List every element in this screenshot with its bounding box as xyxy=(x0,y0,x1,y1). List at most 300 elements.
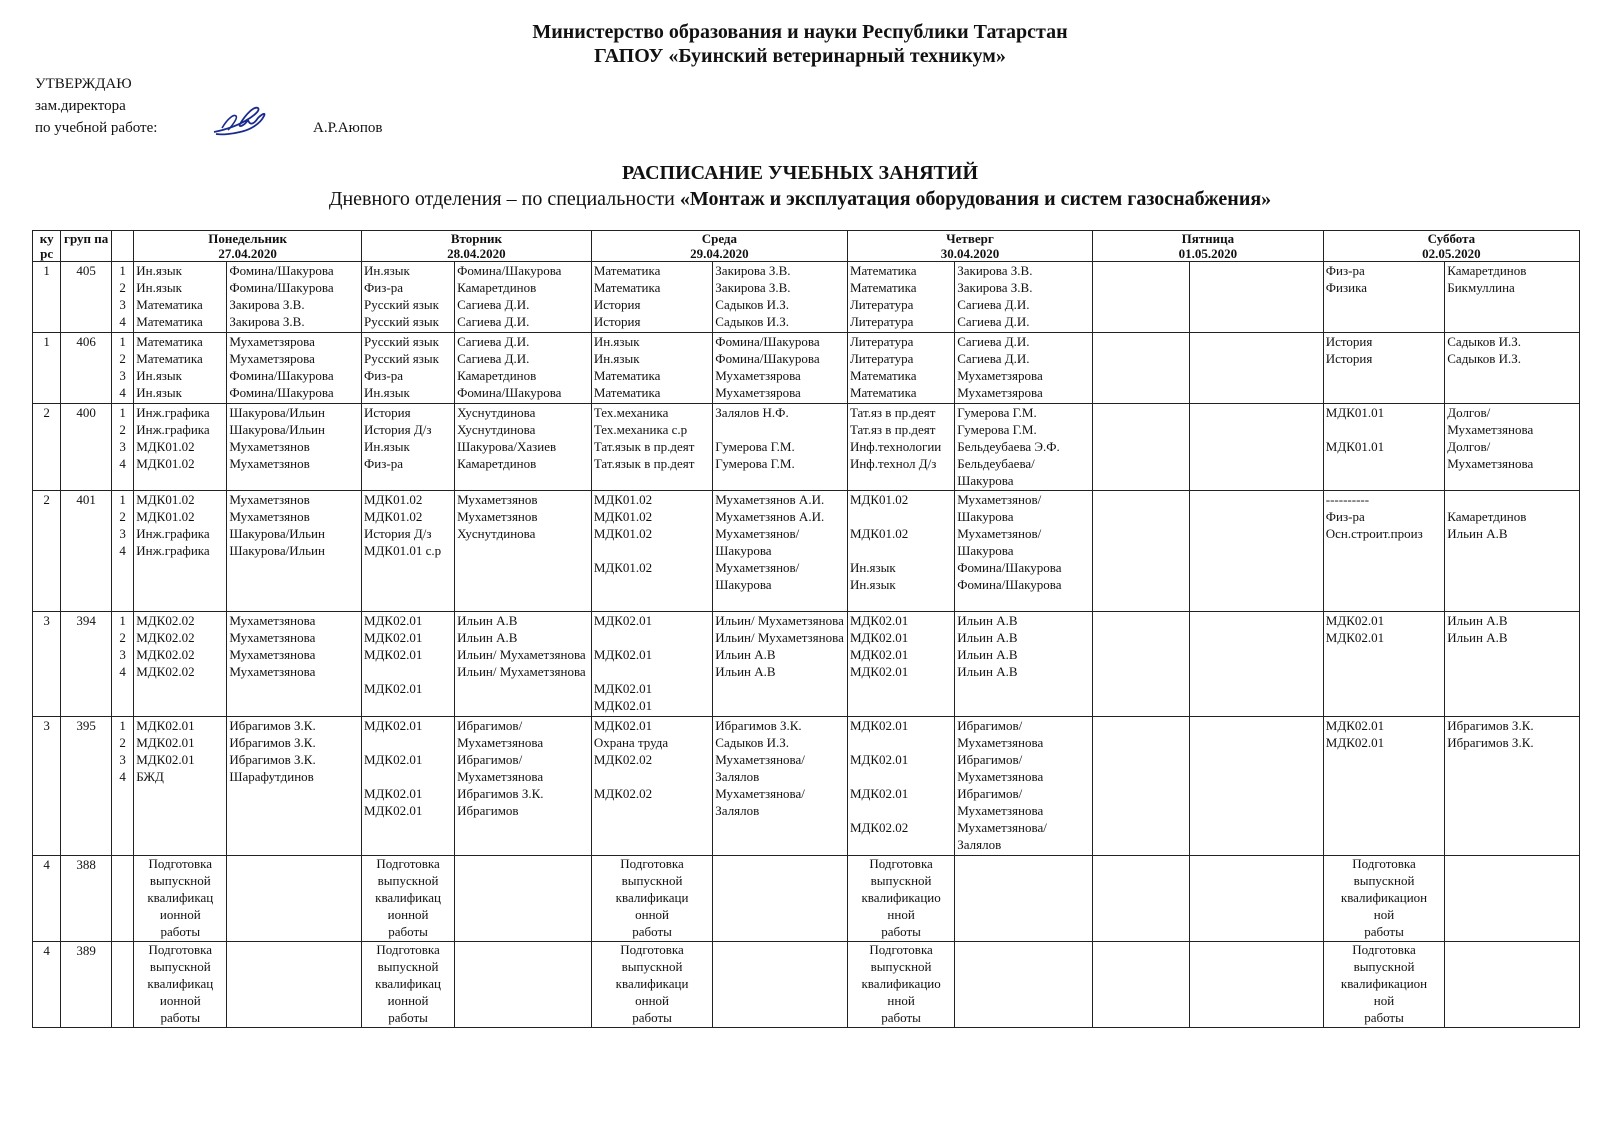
subject-cell xyxy=(362,717,455,856)
cell-line: Гумерова Г.М. xyxy=(957,422,1037,437)
cell-line: МДК02.01 xyxy=(364,786,423,801)
cell-line: Мухаметзянова xyxy=(229,647,316,662)
cell-line: Камаретдинов xyxy=(457,456,537,471)
cell-line: История Д/з xyxy=(364,422,432,437)
table-row xyxy=(33,262,1580,333)
teacher-cell xyxy=(955,612,1093,717)
lesson-num-cell xyxy=(111,333,133,404)
cell-line: МДК01.02 xyxy=(136,456,195,471)
col-lesson-num xyxy=(111,231,133,262)
subject-cell xyxy=(362,262,455,333)
cell-line: Садыков И.З. xyxy=(715,314,790,329)
cell-line: Математика xyxy=(136,351,203,366)
teacher-cell xyxy=(227,333,362,404)
cell-line: Сагиева Д.И. xyxy=(957,314,1030,329)
subject-cell xyxy=(134,942,227,1028)
approver-position-2: по учебной работе: xyxy=(35,120,158,136)
cell-line: выпускной xyxy=(870,959,932,974)
cell-line: Ильин/ Мухаметзянова xyxy=(457,664,586,679)
cell-line: Ин.язык xyxy=(593,351,640,366)
teacher-cell xyxy=(1445,333,1580,404)
cell-line: работы xyxy=(632,1010,672,1025)
day-header: Пятница 01.05.2020 xyxy=(1092,231,1323,262)
cell-line: Фомина/Шакурова xyxy=(957,560,1062,575)
cell-line: Тат.яз в пр.деят xyxy=(849,405,936,420)
cell-line: Мухаметзярова xyxy=(229,351,315,366)
course-cell: 3 xyxy=(33,717,61,856)
document-header xyxy=(0,20,1600,68)
cell-line: Ильин А.В xyxy=(1447,526,1508,541)
schedule-table xyxy=(32,230,1580,1028)
cell-line: Подготовка xyxy=(1352,856,1416,871)
teacher-cell xyxy=(713,333,848,404)
cell-line: МДК02.01 xyxy=(364,647,423,662)
cell-line: 2 xyxy=(119,735,126,750)
cell-line xyxy=(594,629,710,646)
cell-line: Камаретдинов xyxy=(1447,263,1527,278)
teacher-cell xyxy=(1445,262,1580,333)
teacher-cell xyxy=(227,491,362,612)
cell-line: Долгов/ Мухаметзянова xyxy=(1447,439,1534,471)
teacher-cell xyxy=(713,942,848,1028)
cell-line xyxy=(850,542,952,559)
cell-line: работы xyxy=(388,924,428,939)
cell-line: История Д/з xyxy=(364,526,432,541)
cell-line: МДК02.01 xyxy=(364,681,423,696)
cell-line: Хуснутдинова xyxy=(457,405,536,420)
cell-line: Подготовка xyxy=(620,856,684,871)
cell-line: Фомина/Шакурова xyxy=(229,263,334,278)
cell-line: 2 xyxy=(119,280,126,295)
subject-cell xyxy=(1092,942,1189,1028)
cell-line: МДК02.01 xyxy=(849,718,909,733)
cell-line: Тех.механика xyxy=(593,405,669,420)
cell-line: Мухаметзянов/ Шакурова xyxy=(957,526,1042,558)
lesson-num-cell xyxy=(111,942,133,1028)
cell-line: Шакурова/Ильин xyxy=(229,422,325,437)
cell-line: ной xyxy=(1373,993,1395,1008)
cell-line: МДК02.01 xyxy=(364,718,423,733)
teacher-cell xyxy=(713,612,848,717)
cell-line: Подготовка xyxy=(1352,942,1416,957)
cell-line: квалификацио xyxy=(861,890,941,905)
cell-line: ионной xyxy=(159,993,201,1008)
cell-line: Математика xyxy=(593,368,661,383)
cell-line: Физика xyxy=(1325,280,1367,295)
cell-line: Ильин А.В xyxy=(957,647,1018,662)
cell-line: Математика xyxy=(593,385,661,400)
cell-line: 4 xyxy=(119,543,126,558)
cell-line: Сагиева Д.И. xyxy=(957,351,1030,366)
cell-line: Ильин А.В xyxy=(457,630,518,645)
cell-line: МДК02.01 xyxy=(364,803,423,818)
cell-line: Ильин/ Мухаметзянова xyxy=(715,613,844,628)
subject-cell xyxy=(1092,856,1189,942)
subject-cell xyxy=(134,404,227,491)
cell-line: выпускной xyxy=(149,959,211,974)
subject-cell xyxy=(847,262,954,333)
cell-line: Камаретдинов xyxy=(457,368,537,383)
teacher-cell xyxy=(455,333,592,404)
cell-line: Подготовка xyxy=(148,856,213,871)
teacher-cell xyxy=(713,717,848,856)
subject-cell xyxy=(1092,612,1189,717)
cell-line: История xyxy=(1325,334,1373,349)
subject-cell xyxy=(1092,333,1189,404)
cell-line: Садыков И.З. xyxy=(1447,334,1521,349)
cell-line xyxy=(715,421,845,438)
teacher-cell xyxy=(713,491,848,612)
cell-line: Мухаметзянов xyxy=(229,439,310,454)
subject-cell xyxy=(591,262,712,333)
table-row xyxy=(33,717,1580,856)
cell-line: 3 xyxy=(119,439,126,454)
course-cell: 1 xyxy=(33,262,61,333)
teacher-cell xyxy=(955,856,1093,942)
cell-line: Подготовка xyxy=(620,942,684,957)
subject-cell xyxy=(362,404,455,491)
cell-line: работы xyxy=(881,1010,921,1025)
subject-cell xyxy=(134,856,227,942)
cell-line: Тат.язык в пр.деят xyxy=(593,456,695,471)
cell-line: Математика xyxy=(136,297,203,312)
cell-line: История xyxy=(1325,351,1373,366)
cell-line: Литература xyxy=(849,351,914,366)
cell-line: Закирова З.В. xyxy=(715,263,791,278)
cell-line: Закирова З.В. xyxy=(957,280,1033,295)
cell-line: Ильин А.В xyxy=(1447,630,1508,645)
cell-line: МДК01.02 xyxy=(593,560,653,575)
cell-line: Литература xyxy=(849,297,914,312)
subtitle-specialty: «Монтаж и эксплуатация оборудования и систем газоснабжения» xyxy=(679,188,1272,210)
cell-line: Бикмуллина xyxy=(1447,280,1515,295)
cell-line: выпускной xyxy=(377,873,439,888)
cell-line: выпускной xyxy=(149,873,211,888)
cell-line: МДК01.02 xyxy=(593,509,653,524)
cell-line: работы xyxy=(1364,1010,1404,1025)
cell-line: МДК02.01 xyxy=(849,630,909,645)
cell-line: Тех.механика с.р xyxy=(593,422,688,437)
subject-cell xyxy=(847,942,954,1028)
teacher-cell xyxy=(1445,491,1580,612)
cell-line: Садыков И.З. xyxy=(1447,351,1521,366)
col-group: груп па xyxy=(61,231,112,262)
subject-cell xyxy=(362,333,455,404)
teacher-cell xyxy=(1445,404,1580,491)
cell-line: МДК02.01 xyxy=(849,647,909,662)
subject-cell xyxy=(1092,262,1189,333)
group-cell: 401 xyxy=(61,491,112,612)
lesson-num-cell xyxy=(111,612,133,717)
cell-line: Камаретдинов xyxy=(1447,509,1527,524)
cell-line: Закирова З.В. xyxy=(229,297,305,312)
cell-line xyxy=(850,734,952,751)
cell-line: квалификацион xyxy=(1340,890,1428,905)
cell-line: работы xyxy=(1364,924,1404,939)
subject-cell xyxy=(1323,856,1444,942)
cell-line: МДК01.01 xyxy=(1325,405,1385,420)
table-row xyxy=(33,404,1580,491)
cell-line: квалификац xyxy=(375,890,441,905)
approve-label: УТВЕРЖДАЮ xyxy=(35,76,132,92)
cell-line: Гумерова Г.М. xyxy=(715,456,795,471)
teacher-cell xyxy=(1190,404,1324,491)
teacher-cell xyxy=(1190,717,1324,856)
subject-cell xyxy=(1323,717,1444,856)
cell-line: МДК01.02 xyxy=(849,526,909,541)
day-header: Понедельник 27.04.2020 xyxy=(134,231,362,262)
course-cell: 3 xyxy=(33,612,61,717)
cell-line: Ибрагимов/ Мухаметзянова xyxy=(457,752,544,784)
subject-cell xyxy=(1323,333,1444,404)
cell-line: нной xyxy=(887,993,915,1008)
teacher-cell xyxy=(955,404,1093,491)
cell-line: Математика xyxy=(849,280,917,295)
subject-cell xyxy=(591,942,712,1028)
course-cell: 1 xyxy=(33,333,61,404)
cell-line: МДК02.01 xyxy=(849,752,909,767)
cell-line: онной xyxy=(635,907,669,922)
cell-line: Ибрагимов З.К. xyxy=(1447,735,1534,750)
subtitle-prefix: Дневного отделения – по специальности xyxy=(328,188,675,210)
cell-line: 4 xyxy=(119,456,126,471)
cell-line: Ин.язык xyxy=(136,385,182,400)
cell-line: Подготовка xyxy=(376,942,440,957)
subject-cell xyxy=(847,333,954,404)
cell-line: Садыков И.З. xyxy=(715,735,790,750)
teacher-cell xyxy=(1445,612,1580,717)
cell-line: МДК02.01 xyxy=(593,681,653,696)
course-cell: 2 xyxy=(33,404,61,491)
teacher-cell xyxy=(227,856,362,942)
cell-line: Ин.язык xyxy=(136,263,182,278)
cell-line: 4 xyxy=(119,769,126,784)
subject-cell xyxy=(591,404,712,491)
cell-line: МДК02.01 xyxy=(849,786,909,801)
cell-line xyxy=(364,734,452,751)
cell-line: Мухаметзянова xyxy=(229,630,316,645)
cell-line: Ибрагимов/ Мухаметзянова xyxy=(957,718,1044,750)
cell-line: 1 xyxy=(119,718,126,733)
cell-line: Математика xyxy=(593,263,661,278)
cell-line: Подготовка xyxy=(869,856,933,871)
cell-line: Мухаметзянов А.И. xyxy=(715,509,825,524)
cell-line: выпускной xyxy=(621,959,683,974)
teacher-cell xyxy=(455,262,592,333)
cell-line: 1 xyxy=(119,405,126,420)
cell-line: МДК01.02 xyxy=(849,492,909,507)
cell-line: работы xyxy=(160,924,201,939)
cell-line: МДК02.01 xyxy=(136,752,195,767)
cell-line: Мухаметзярова xyxy=(957,368,1043,383)
cell-line: ионной xyxy=(387,993,429,1008)
cell-line: Математика xyxy=(849,385,917,400)
cell-line: Ибрагимов/ Мухаметзянова xyxy=(957,786,1044,818)
cell-line: МДК02.01 xyxy=(593,698,653,713)
cell-line: онной xyxy=(635,993,669,1008)
cell-line: МДК01.02 xyxy=(364,509,423,524)
cell-line: Мухаметзянов xyxy=(229,509,310,524)
cell-line: Тат.яз в пр.деят xyxy=(849,422,936,437)
cell-line: выпускной xyxy=(621,873,683,888)
subject-cell xyxy=(591,717,712,856)
cell-line: Фомина/Шакурова xyxy=(957,577,1062,592)
table-row xyxy=(33,942,1580,1028)
teacher-cell xyxy=(1190,942,1324,1028)
cell-line: выпускной xyxy=(1353,873,1415,888)
college-title: ГАПОУ «Буинский ветеринарный техникум» xyxy=(594,45,1006,67)
cell-line: 1 xyxy=(119,492,126,507)
cell-line: Литература xyxy=(849,314,914,329)
cell-line: Инф.технологии xyxy=(849,439,942,454)
cell-line: МДК01.02 xyxy=(593,492,653,507)
cell-line: Сагиева Д.И. xyxy=(957,297,1030,312)
cell-line: МДК02.01 xyxy=(136,735,195,750)
cell-line: МДК02.01 xyxy=(1325,718,1385,733)
cell-line: 4 xyxy=(119,314,126,329)
cell-line: МДК02.01 xyxy=(849,664,909,679)
cell-line: Ильин А.В xyxy=(715,647,776,662)
cell-line: Ин.язык xyxy=(364,439,410,454)
cell-line: Ибрагимов З.К. xyxy=(229,752,316,767)
cell-line: Садыков И.З. xyxy=(715,297,790,312)
cell-line: Шакурова/Ильин xyxy=(229,405,325,420)
subject-cell xyxy=(847,717,954,856)
day-header: Четверг 30.04.2020 xyxy=(847,231,1092,262)
schedule-subtitle xyxy=(0,186,1600,212)
cell-line: Фомина/Шакурова xyxy=(229,368,334,383)
subject-cell xyxy=(847,491,954,612)
cell-line: Математика xyxy=(849,368,917,383)
subject-cell xyxy=(134,262,227,333)
table-row xyxy=(33,612,1580,717)
cell-line: 3 xyxy=(119,526,126,541)
lesson-num-cell xyxy=(111,262,133,333)
cell-line: Мухаметзянов/ Шакурова xyxy=(715,526,800,558)
cell-line: ионной xyxy=(159,907,201,922)
cell-line: 4 xyxy=(119,385,126,400)
cell-line: 2 xyxy=(119,509,126,524)
cell-line: МДК02.02 xyxy=(136,630,195,645)
cell-line: выпускной xyxy=(1353,959,1415,974)
cell-line: Мухаметзянов xyxy=(229,456,310,471)
cell-line: Мухаметзянова/ Залялов xyxy=(715,752,805,784)
cell-line: выпускной xyxy=(377,959,439,974)
teacher-cell xyxy=(227,717,362,856)
group-cell: 400 xyxy=(61,404,112,491)
group-cell: 394 xyxy=(61,612,112,717)
cell-line: МДК02.02 xyxy=(136,613,195,628)
teacher-cell xyxy=(713,262,848,333)
cell-line: Физ-ра xyxy=(1325,509,1365,524)
teacher-cell xyxy=(227,404,362,491)
course-cell: 4 xyxy=(33,942,61,1028)
cell-line: Долгов/ Мухаметзянова xyxy=(1447,405,1534,437)
subject-cell xyxy=(1092,404,1189,491)
group-cell: 406 xyxy=(61,333,112,404)
lesson-num-cell xyxy=(111,856,133,942)
cell-line: Инф.технол Д/з xyxy=(849,456,937,471)
cell-line: Ибрагимов З.К. xyxy=(715,718,802,733)
cell-line xyxy=(850,508,952,525)
cell-line: Мухаметзярова xyxy=(229,334,315,349)
teacher-cell xyxy=(1445,717,1580,856)
cell-line: МДК01.02 xyxy=(593,526,653,541)
schedule-main-title: РАСПИСАНИЕ УЧЕБНЫХ ЗАНЯТИЙ xyxy=(621,162,978,184)
cell-line: 1 xyxy=(119,263,126,278)
teacher-cell xyxy=(455,856,592,942)
subject-cell xyxy=(1323,262,1444,333)
cell-line: Русский язык xyxy=(364,334,439,349)
cell-line: 3 xyxy=(119,647,126,662)
cell-line: История xyxy=(593,314,641,329)
teacher-cell xyxy=(455,717,592,856)
cell-line: МДК02.01 xyxy=(364,752,423,767)
cell-line: Гумерова Г.М. xyxy=(715,439,795,454)
cell-line: МДК02.02 xyxy=(849,820,909,835)
approval-block xyxy=(35,73,383,139)
teacher-cell xyxy=(1190,612,1324,717)
cell-line: Подготовка xyxy=(869,942,933,957)
cell-line: МДК01.02 xyxy=(136,509,195,524)
teacher-cell xyxy=(455,612,592,717)
cell-line: Тат.язык в пр.деят xyxy=(593,439,695,454)
cell-line: Литература xyxy=(849,334,914,349)
cell-line: Мухаметзянов xyxy=(457,509,538,524)
cell-line: работы xyxy=(881,924,921,939)
cell-line: Ин.язык xyxy=(136,280,182,295)
cell-line: Ибрагимов З.К. xyxy=(229,718,316,733)
cell-line: Сагиева Д.И. xyxy=(457,334,530,349)
schedule-title xyxy=(0,160,1600,212)
cell-line: Фомина/Шакурова xyxy=(457,263,562,278)
cell-line: Ибрагимов З.К. xyxy=(229,735,316,750)
cell-line: Мухаметзянова xyxy=(229,664,316,679)
cell-line: Ин.язык xyxy=(364,385,410,400)
cell-line xyxy=(594,768,710,785)
cell-line: МДК01.02 xyxy=(136,439,195,454)
cell-line: 2 xyxy=(119,422,126,437)
subject-cell xyxy=(134,717,227,856)
cell-line: Инж.графика xyxy=(136,405,210,420)
cell-line: Математика xyxy=(849,263,917,278)
cell-line: Охрана труда xyxy=(593,735,669,750)
teacher-cell xyxy=(1190,491,1324,612)
teacher-cell xyxy=(955,942,1093,1028)
course-cell: 4 xyxy=(33,856,61,942)
cell-line: Мухаметзянов xyxy=(229,492,310,507)
cell-line: МДК02.01 xyxy=(1325,735,1385,750)
cell-line: Ин.язык xyxy=(849,577,896,592)
teacher-cell xyxy=(455,942,592,1028)
subject-cell xyxy=(847,856,954,942)
teacher-cell xyxy=(1190,856,1324,942)
cell-line: 1 xyxy=(119,334,126,349)
cell-line: Хуснутдинова xyxy=(457,526,536,541)
cell-line: Ин.язык xyxy=(364,263,410,278)
cell-line: МДК01.02 xyxy=(364,492,423,507)
cell-line: Ибрагимов З.К. xyxy=(1447,718,1534,733)
table-row xyxy=(33,333,1580,404)
cell-line: Ин.язык xyxy=(593,334,640,349)
cell-line: Ильин А.В xyxy=(1447,613,1508,628)
subject-cell xyxy=(1323,404,1444,491)
cell-line: Мухаметзярова xyxy=(715,385,801,400)
cell-line: Подготовка xyxy=(376,856,440,871)
cell-line: Ибрагимов З.К. xyxy=(457,786,544,801)
cell-line xyxy=(850,802,952,819)
day-header: Среда 29.04.2020 xyxy=(591,231,847,262)
